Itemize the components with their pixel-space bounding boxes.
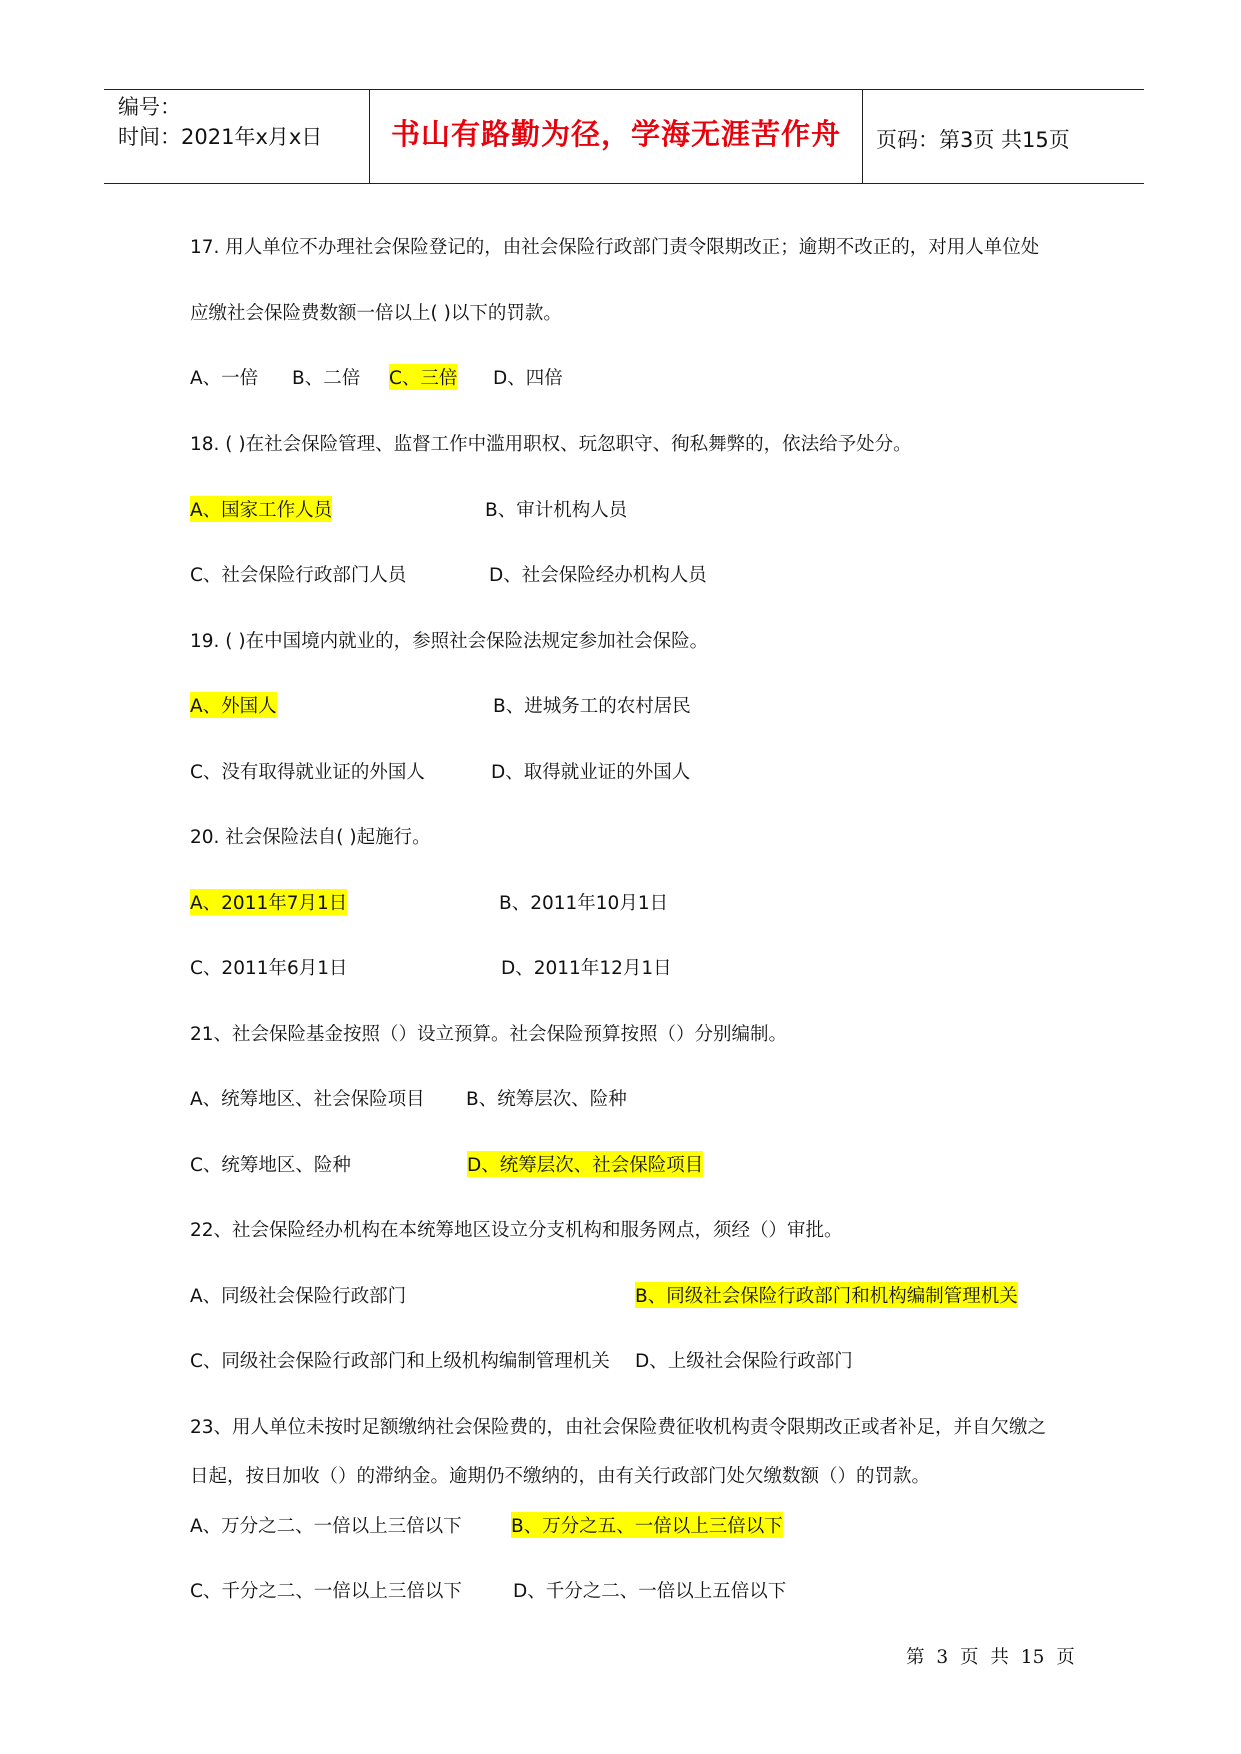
header-motto: 书山有路勤为径，学海无涯苦作舟	[390, 117, 841, 151]
question-19-line-1: 19. ( )在中国境内就业的，参照社会保险法规定参加社会保险。	[190, 631, 709, 652]
q19-option-b: B、进城务工的农村居民	[493, 696, 691, 717]
q21-option-d-answer: D、统筹层次、社会保险项目	[467, 1151, 703, 1177]
header-meta	[118, 92, 322, 152]
q21-option-c: C、统筹地区、险种	[190, 1155, 351, 1176]
time-label: 时间：2021年x月x日	[118, 125, 323, 149]
q17-option-a: A、一倍	[190, 368, 259, 389]
q22-option-b-answer: B、同级社会保险行政部门和机构编制管理机关	[635, 1282, 1018, 1308]
q19-option-c: C、没有取得就业证的外国人	[190, 762, 425, 783]
q19-option-d: D、取得就业证的外国人	[491, 762, 691, 783]
q21-option-b: B、统筹层次、险种	[466, 1089, 627, 1110]
q20-option-a-answer: A、2011年7月1日	[190, 889, 347, 915]
q22-option-d: D、上级社会保险行政部门	[635, 1351, 853, 1372]
page-footer: 第 3 页 共 15 页	[906, 1647, 1075, 1668]
question-17-line-2: 应缴社会保险费数额一倍以上( )以下的罚款。	[190, 303, 562, 324]
q17-option-c-answer: C、三倍	[389, 364, 457, 390]
q23-option-d: D、千分之二、一倍以上五倍以下	[513, 1581, 787, 1602]
q18-option-d: D、社会保险经办机构人员	[489, 565, 707, 586]
q22-option-a: A、同级社会保险行政部门	[190, 1286, 407, 1307]
q18-option-a-answer: A、国家工作人员	[190, 496, 332, 522]
q17-option-d: D、四倍	[493, 368, 563, 389]
header-top-rule	[104, 89, 1144, 90]
serial-label: 编号：	[118, 95, 181, 119]
question-23-line-1: 23、用人单位未按时足额缴纳社会保险费的，由社会保险费征收机构责令限期改正或者补足，并自欠缴之	[190, 1417, 1047, 1438]
q21-option-a: A、统筹地区、社会保险项目	[190, 1089, 425, 1110]
question-17-line-1: 17. 用人单位不办理社会保险登记的，由社会保险行政部门责令限期改正；逾期不改正的，对用人单位处	[190, 237, 1040, 258]
question-20-line-1: 20. 社会保险法自( )起施行。	[190, 827, 431, 848]
question-21-line-1: 21、社会保险基金按照（）设立预算。社会保险预算按照（）分别编制。	[190, 1024, 788, 1045]
question-23-line-2: 日起，按日加收（）的滞纳金。逾期仍不缴纳的，由有关行政部门处欠缴数额（）的罚款。	[190, 1466, 931, 1487]
q23-option-b-answer: B、万分之五、一倍以上三倍以下	[511, 1512, 783, 1538]
header-bottom-rule	[104, 183, 1144, 184]
question-22-line-1: 22、社会保险经办机构在本统筹地区设立分支机构和服务网点，须经（）审批。	[190, 1220, 843, 1241]
q22-option-c: C、同级社会保险行政部门和上级机构编制管理机关	[190, 1351, 610, 1372]
header-divider	[862, 90, 863, 183]
question-18-line-1: 18. ( )在社会保险管理、监督工作中滥用职权、玩忽职守、徇私舞弊的，依法给予处分。	[190, 434, 912, 455]
header-page-label: 页码：第3页 共15页	[876, 128, 1070, 152]
q18-option-b: B、审计机构人员	[485, 500, 628, 521]
q20-option-d: D、2011年12月1日	[501, 958, 672, 979]
q23-option-c: C、千分之二、一倍以上三倍以下	[190, 1581, 462, 1602]
q18-option-c: C、社会保险行政部门人员	[190, 565, 407, 586]
q17-option-b: B、二倍	[292, 368, 361, 389]
q20-option-b: B、2011年10月1日	[499, 893, 669, 914]
q19-option-a-answer: A、外国人	[190, 692, 277, 718]
q20-option-c: C、2011年6月1日	[190, 958, 348, 979]
q23-option-a: A、万分之二、一倍以上三倍以下	[190, 1516, 462, 1537]
